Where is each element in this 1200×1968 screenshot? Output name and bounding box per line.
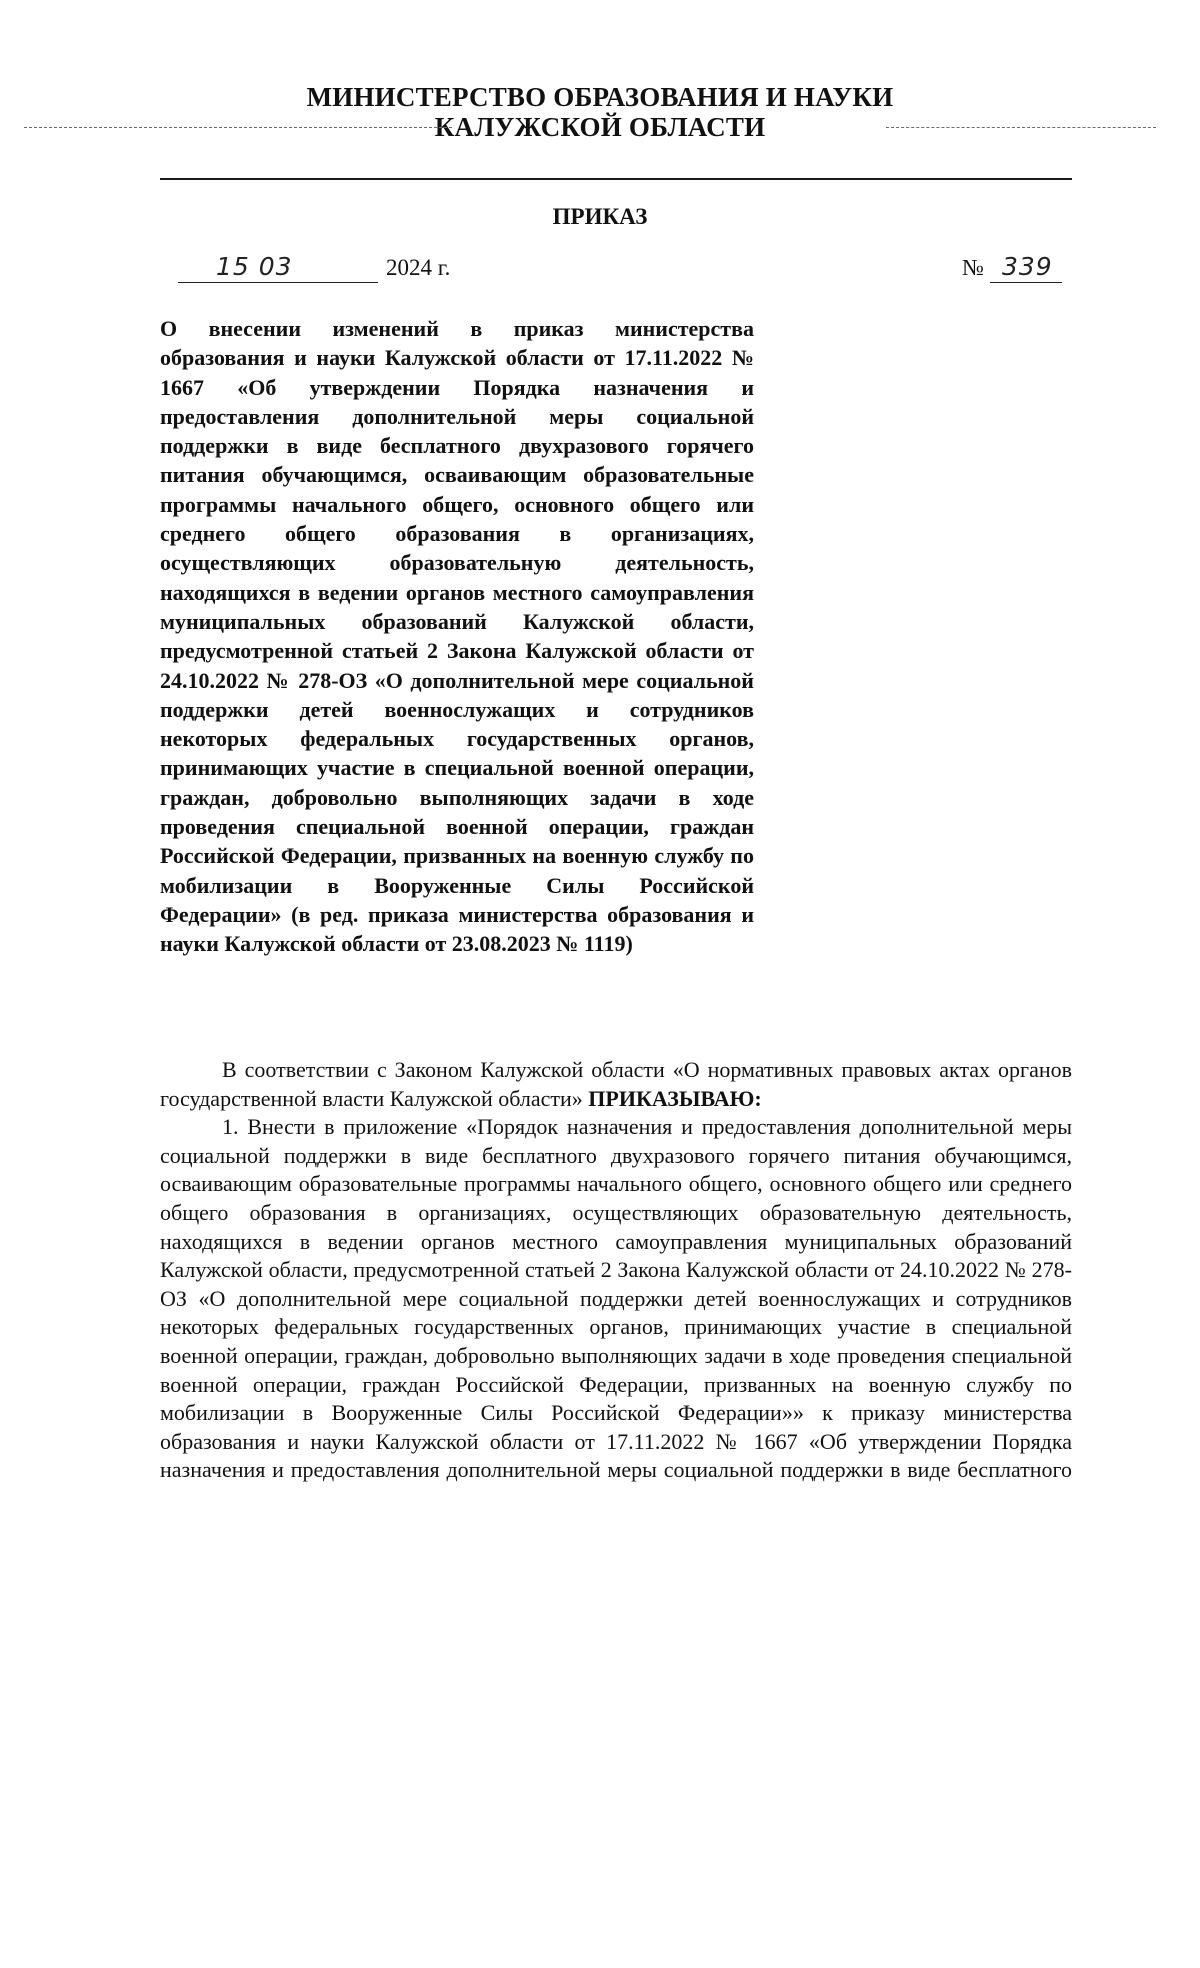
order-subject: О внесении изменений в приказ министерства образования и науки Калужской области от 17.11.2022 № 1667 «Об утверждении Порядка назначения и предоставления дополнительной меры социальной поддержки в виде бесплатного двухразового горячего питания обучающимся, осваивающим образовательные программы начального общего, основного общего или среднего общего образования в организациях, осуществляющих образовательную деятельность, находящихся в ведении органов местного самоуправления муниципальных образований Калужской области, предусмотренной статьей 2 Закона Калужской области от 24.10.2022 № 278-ОЗ «О дополнительной мере социальной поддержки детей военнослужащих и сотрудников некоторых федеральных государственных органов, принимающих участие в специальной военной операции, граждан, добровольно выполняющих задачи в ходе проведения специальной военной операции, граждан Российской Федерации, призванных на военную службу по мобилизации в Вооруженные Силы Российской Федерации» (в ред. приказа министерства образования и науки Калужской области от 23.08.2023 № 1119): [160, 316, 754, 957]
handwritten-number: 339: [1001, 252, 1053, 281]
header-dashed-line-right: [886, 127, 1156, 128]
handwritten-date: 15 03: [216, 252, 293, 281]
number-row: [962, 252, 1062, 286]
preamble-paragraph: [160, 1056, 1072, 1113]
document-type: ПРИКАЗ: [552, 204, 648, 229]
header-divider: [160, 178, 1072, 180]
item-1-paragraph: 1. Внести в приложение «Порядок назначения и предоставления дополнительной меры социальной поддержки в виде бесплатного двухразового горячего питания обучающимся, осваивающим образовательные программы начального общего, основного общего или среднего общего образования в организациях, осуществляющих образовательную деятельность, находящихся в ведении органов местного самоуправления муниципальных образований Калужской области, предусмотренной статьей 2 Закона Калужской области от 24.10.2022 № 278-ОЗ «О дополнительной мере социальной поддержки детей военнослужащих и сотрудников некоторых федеральных государственных органов, принимающих участие в специальной военной операции, граждан, добровольно выполняющих задачи в ходе проведения специальной военной операции, граждан Российской Федерации, призванных на военную службу по мобилизации в Вооруженные Силы Российской Федерации»» к приказу министерства образования и науки Калужской области от 17.11.2022 № 1667 «Об утверждении Порядка назначения и предоставления дополнительной меры социальной поддержки в виде бесплатного: [160, 1114, 1072, 1483]
number-sign: №: [962, 255, 984, 280]
order-body: [160, 1056, 1072, 1485]
ministry-name-line2: КАЛУЖСКОЙ ОБЛАСТИ: [434, 112, 766, 142]
date-field: [178, 252, 378, 283]
header-dashed-line-left: [24, 127, 452, 128]
date-row: [178, 252, 450, 286]
order-word: ПРИКАЗЫВАЮ:: [588, 1085, 762, 1111]
number-field: [990, 252, 1062, 283]
ministry-header: [0, 82, 1200, 142]
preamble-text: В соответствии с Законом Калужской области «О нормативных правовых актах органов государственной власти Калужской области»: [160, 1057, 1072, 1111]
year-label: 2024 г.: [386, 255, 451, 280]
ministry-name-line1: МИНИСТЕРСТВО ОБРАЗОВАНИЯ И НАУКИ: [306, 82, 894, 112]
